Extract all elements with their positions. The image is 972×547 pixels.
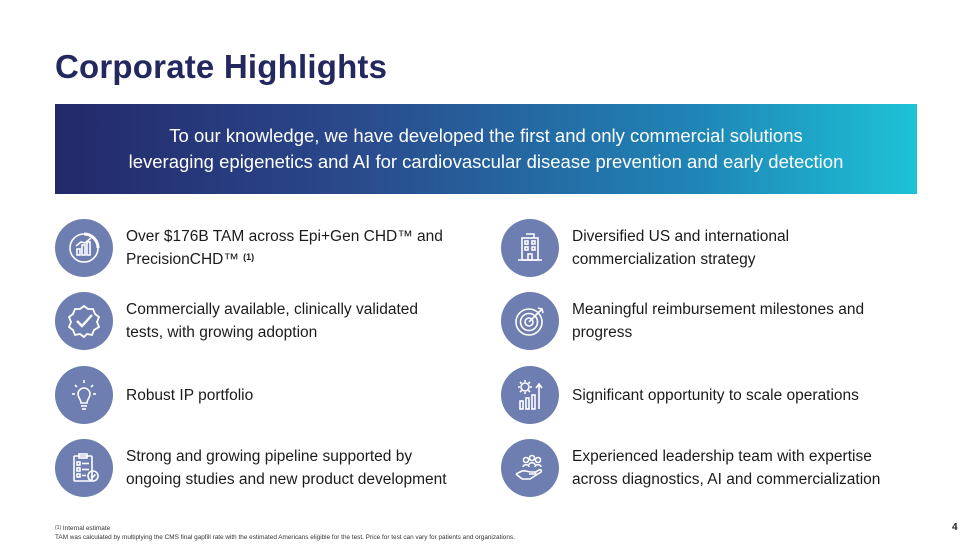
highlight-tam xyxy=(55,219,443,277)
banner-line-1: To our knowledge, we have developed the first and only commercial solutions xyxy=(169,125,803,146)
highlight-text: Significant opportunity to scale operations xyxy=(572,386,859,404)
highlight-text: Commercially available, clinically validated tests, with growing adoption xyxy=(126,301,419,341)
page-title: Corporate Highlights xyxy=(55,48,388,85)
highlight-text: Strong and growing pipeline supported by ongoing studies and new product development xyxy=(126,448,447,488)
highlight-validated xyxy=(55,292,418,350)
highlight-text: Diversified US and international commercialization strategy xyxy=(572,228,790,268)
gear-growth-icon xyxy=(501,366,559,424)
highlight-diversified xyxy=(501,219,789,277)
page-number: 4 xyxy=(952,522,958,533)
team-hand-icon xyxy=(501,439,559,497)
target-icon xyxy=(501,292,559,350)
summary-banner xyxy=(55,104,917,194)
highlight-scale xyxy=(501,366,859,424)
building-icon xyxy=(501,219,559,277)
highlight-text: Over $176B TAM across Epi+Gen CHD™ and PrecisionCHD™ $^{(1)}$ xyxy=(126,228,443,268)
highlight-pipeline xyxy=(55,439,447,497)
checkmark-badge-icon xyxy=(55,292,113,350)
lightbulb-icon xyxy=(55,366,113,424)
highlight-reimbursement xyxy=(501,292,864,350)
footnote: $^{(1)}$ Internal estimate TAM was calculated by multiplying the CMS final gapfill rate with the estimated Americans eligible for the test. Price for test can vary for patients and organizations. xyxy=(55,525,515,541)
highlight-text: Experienced leadership team with expertise across diagnostics, AI and commercialization xyxy=(572,448,881,488)
banner-line-2: leveraging epigenetics and AI for cardiovascular disease prevention and early detection xyxy=(128,151,844,172)
clipboard-checklist-icon xyxy=(55,439,113,497)
highlight-text: Meaningful reimbursement milestones and progress xyxy=(572,301,865,341)
chart-dial-icon xyxy=(55,219,113,277)
highlight-leadership xyxy=(501,439,880,497)
highlight-text: Robust IP portfolio xyxy=(126,386,254,404)
highlight-ip xyxy=(55,366,253,424)
